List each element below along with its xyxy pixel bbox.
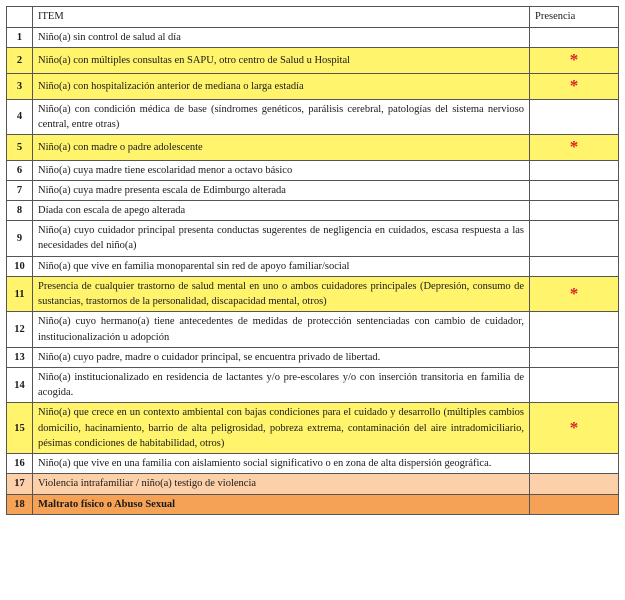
row-presence-mark: *: [530, 73, 619, 99]
table-row: [7, 312, 619, 347]
row-item-text: Niño(a) cuyo cuidador principal presenta conductas sugerentes de negligencia en cuidados, escasa respuesta a las necesidades del niño(a): [33, 221, 530, 256]
row-presence-mark: [530, 221, 619, 256]
row-item-text: Niño(a) institucionalizado en residencia de lactantes y/o pre-escolares y/o con inserción transitoria en familia de acogida.: [33, 367, 530, 402]
row-number: 9: [7, 221, 33, 256]
row-item-text: Niño(a) con madre o padre adolescente: [33, 134, 530, 160]
table-body: [7, 28, 619, 515]
row-presence-mark: [530, 454, 619, 474]
row-item-text: Niño(a) con condición médica de base (síndromes genéticos, parálisis cerebral, patologías del sistema nervioso central, entre otras): [33, 99, 530, 134]
table-row: [7, 367, 619, 402]
row-presence-mark: [530, 474, 619, 494]
row-number: 5: [7, 134, 33, 160]
row-item-text: Niño(a) cuyo padre, madre o cuidador principal, se encuentra privado de libertad.: [33, 347, 530, 367]
table-row: [7, 403, 619, 454]
table-row: [7, 28, 619, 48]
row-number: 8: [7, 201, 33, 221]
row-number: 13: [7, 347, 33, 367]
table-row: [7, 48, 619, 74]
row-presence-mark: [530, 160, 619, 180]
table-row: [7, 454, 619, 474]
table-row: [7, 180, 619, 200]
table-row: [7, 134, 619, 160]
row-item-text: Niño(a) que crece en un contexto ambiental con bajas condiciones para el cuidado y desarrollo (múltiples cambios domicilio, hacinamiento, barrio de alta peligrosidad, pobreza extrema, contaminación del aire intradomiciliario, pésimas condiciones de habitabilidad, otros): [33, 403, 530, 454]
row-number: 2: [7, 48, 33, 74]
row-number: 4: [7, 99, 33, 134]
row-item-text: Niño(a) cuya madre tiene escolaridad menor a octavo básico: [33, 160, 530, 180]
table-row: [7, 494, 619, 514]
table-row: [7, 201, 619, 221]
table-row: [7, 99, 619, 134]
header-item: ITEM: [33, 7, 530, 28]
row-presence-mark: [530, 99, 619, 134]
row-number: 14: [7, 367, 33, 402]
row-item-text: Niño(a) con hospitalización anterior de mediana o larga estadía: [33, 73, 530, 99]
row-presence-mark: [530, 180, 619, 200]
row-presence-mark: [530, 256, 619, 276]
row-presence-mark: *: [530, 134, 619, 160]
row-presence-mark: [530, 312, 619, 347]
row-item-text: Niño(a) con múltiples consultas en SAPU, otro centro de Salud u Hospital: [33, 48, 530, 74]
row-presence-mark: [530, 28, 619, 48]
row-presence-mark: [530, 201, 619, 221]
row-presence-mark: [530, 367, 619, 402]
row-number: 1: [7, 28, 33, 48]
table-row: [7, 221, 619, 256]
row-item-text: Presencia de cualquier trastorno de salud mental en uno o ambos cuidadores principales (Depresión, consumo de sustancias, trastornos de la personalidad, discapacidad mental, otros): [33, 276, 530, 311]
table-row: [7, 160, 619, 180]
row-item-text: Díada con escala de apego alterada: [33, 201, 530, 221]
table-header-row: [7, 7, 619, 28]
row-number: 11: [7, 276, 33, 311]
header-num-cell: [7, 7, 33, 28]
row-presence-mark: *: [530, 48, 619, 74]
row-item-text: Maltrato físico o Abuso Sexual: [33, 494, 530, 514]
table-row: [7, 474, 619, 494]
row-number: 12: [7, 312, 33, 347]
row-presence-mark: [530, 347, 619, 367]
row-number: 6: [7, 160, 33, 180]
row-presence-mark: *: [530, 403, 619, 454]
row-number: 16: [7, 454, 33, 474]
row-number: 7: [7, 180, 33, 200]
row-number: 10: [7, 256, 33, 276]
row-item-text: Niño(a) cuya madre presenta escala de Edimburgo alterada: [33, 180, 530, 200]
row-number: 15: [7, 403, 33, 454]
row-item-text: Niño(a) sin control de salud al día: [33, 28, 530, 48]
header-presence: Presencia: [530, 7, 619, 28]
row-presence-mark: [530, 494, 619, 514]
row-item-text: Violencia intrafamiliar / niño(a) testigo de violencia: [33, 474, 530, 494]
table-row: [7, 256, 619, 276]
table-row: [7, 276, 619, 311]
row-number: 17: [7, 474, 33, 494]
table-row: [7, 73, 619, 99]
row-number: 18: [7, 494, 33, 514]
row-item-text: Niño(a) que vive en familia monoparental sin red de apoyo familiar/social: [33, 256, 530, 276]
row-number: 3: [7, 73, 33, 99]
row-item-text: Niño(a) que vive en una familia con aislamiento social significativo o en zona de alta dispersión geográfica.: [33, 454, 530, 474]
row-item-text: Niño(a) cuyo hermano(a) tiene antecedentes de medidas de protección sentenciadas con cambio de cuidador, institucionalización u adopción: [33, 312, 530, 347]
row-presence-mark: *: [530, 276, 619, 311]
risk-items-table: [6, 6, 619, 515]
table-row: [7, 347, 619, 367]
